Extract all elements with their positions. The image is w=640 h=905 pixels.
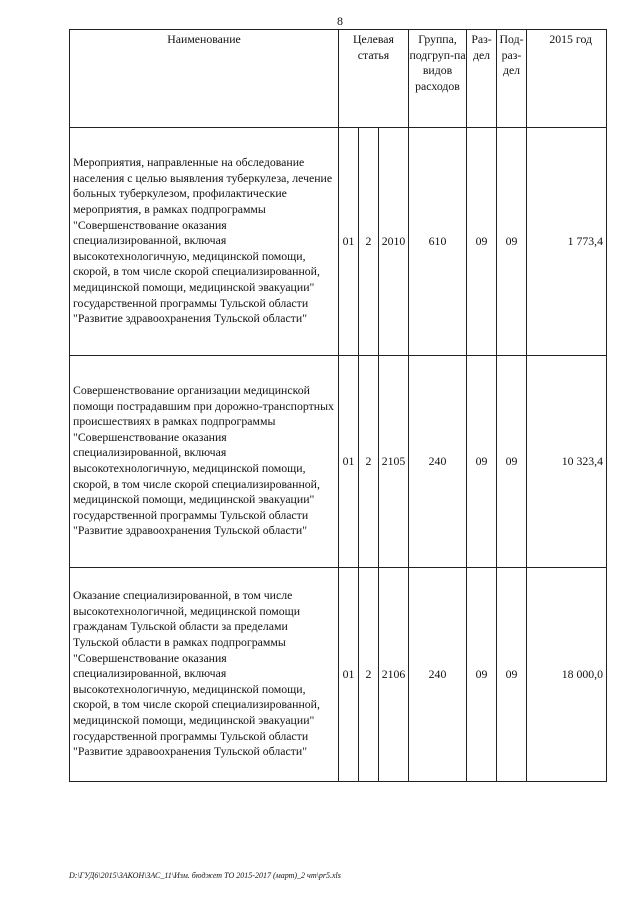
cell-target-1: 01 [339,128,359,356]
table-row [70,568,607,782]
row-name: Оказание специализированной, в том числе высокотехнологичной, медицинской помощи гражданам Тульской области за пределами Тульской области в рамках подпрограммы "Совершенствование оказания специализированной, включая высокотехнологичную, медицинской помощи, скорой, в том числе скорой специализированной, медицинской помощи, медицинской эвакуации" государственной программы Тульской области "Развитие здравоохранения Тульской области" [70,568,339,782]
header-name: Наименование [70,30,339,128]
table-row [70,356,607,568]
cell-target-3: 2106 [379,568,409,782]
budget-table [69,29,607,782]
header-section: Раз-дел [467,30,497,128]
cell-amount: 18 000,0 [527,568,607,782]
cell-target-3: 2010 [379,128,409,356]
cell-section: 09 [467,568,497,782]
cell-section: 09 [467,128,497,356]
cell-section: 09 [467,356,497,568]
cell-target-1: 01 [339,568,359,782]
file-path-footer: D:\ГУД6\2015\ЗАКОН\ЗАС_11\Изм. бюджет ТО 2015-2017 (март)_2 чт\pr5.xls [69,871,341,880]
cell-target-1: 01 [339,356,359,568]
header-group: Группа, подгруп-па видов расходов [409,30,467,128]
cell-group: 240 [409,356,467,568]
cell-target-3: 2105 [379,356,409,568]
cell-target-2: 2 [359,356,379,568]
row-name: Мероприятия, направленные на обследование населения с целью выявления туберкулеза, лечение больных туберкулезом, профилактические мероприятия, в рамках подпрограммы "Совершенствование оказания специализированной, включая высокотехнологичную, медицинской помощи, скорой, в том числе скорой специализированной, медицинской помощи, медицинской эвакуации" государственной программы Тульской области "Развитие здравоохранения Тульской области" [70,128,339,356]
cell-amount: 10 323,4 [527,356,607,568]
cell-group: 240 [409,568,467,782]
cell-target-2: 2 [359,568,379,782]
page-number: 8 [337,14,343,28]
cell-subsection: 09 [497,356,527,568]
cell-subsection: 09 [497,568,527,782]
cell-target-2: 2 [359,128,379,356]
cell-group: 610 [409,128,467,356]
table-row [70,128,607,356]
header-year: 2015 год [527,30,607,128]
cell-amount: 1 773,4 [527,128,607,356]
table-header-row [70,30,607,128]
header-target-article: Целевая статья [339,30,409,128]
row-name: Совершенствование организации медицинской помощи пострадавшим при дорожно-транспортных происшествиях в рамках подпрограммы "Совершенствование оказания специализированной, включая высокотехнологичную, медицинской помощи, скорой, в том числе скорой специализированной, медицинской помощи, медицинской эвакуации" государственной программы Тульской области "Развитие здравоохранения Тульской области" [70,356,339,568]
cell-subsection: 09 [497,128,527,356]
header-subsection: Под-раз-дел [497,30,527,128]
